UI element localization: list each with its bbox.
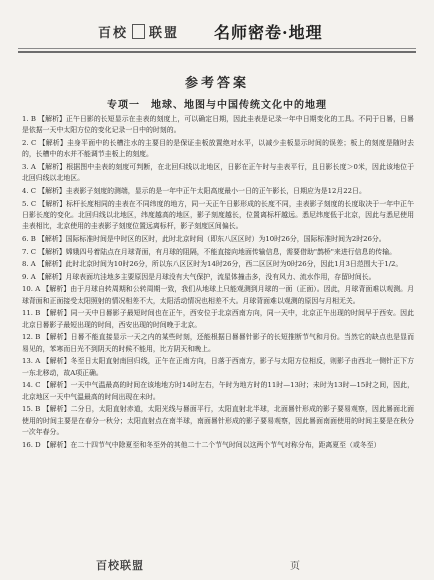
answer-item: 12. B 【解析】日晷不能直接显示一天之内的某些时刻，还能根据日晷晷针影子的长短推断节气和月份。当然它的缺点也是显而易见的，苯寒而日光不到阴天的时候不能用，比方阴天和晚上。: [22, 333, 414, 353]
answer-item: 3. A 【解析】根据图中圭表的刻度可判断，在北回归线以北地区，日影在正午时与圭表平行，且日影长度＞0米，因此该地位于北回归线以北地区。: [22, 163, 414, 183]
answer-item: 13. A 【解析】冬至日太阳直射南回归线，正午在正南方向，日落于西南方，影子与太阳方位相反，则影子由西北一侧针正下方一东北移动，故A项正确。: [22, 357, 414, 377]
answer-item: 9. A 【解析】月球表面坑洼地多主要原因是月球没有大气保护，流星体撞击多，没有风力、流水作用，存留时间长。: [22, 272, 376, 281]
answer-item: 4. C 【解析】圭表影子刻度的测端，显示的是一年中正午太阳高度最小一日的正午影长，日期应为是12月22日。: [22, 187, 366, 195]
answer-item: 11. B 【解析】同一天中日晷影子最短时间也在正午，西安位于北京西南方向，同一天中，北京正午出现的时间早于西安。因此北京日晷影子最短出现的时间，西安出现的时间晚于北京。: [22, 309, 414, 329]
answer-item: 10. A 【解析】由于月球自转周期和公转周期一致，我们从地球上只能观测到月球的一面（正面）。因此，月球背面难以观测。月球背面和正面接受太阳照射的情况相差不大，太阳活动情况也相差不大。月球背面难以观测的原因与月相无关。: [22, 285, 414, 305]
page-header: [0, 20, 434, 44]
answer-item: 8. A 【解析】此时北京时间为10时26分，所以东八区区时为14时26分，西二区区时为0时26分，因此1月3日范围大于1/2。: [22, 260, 403, 269]
brand-logo: [98, 22, 179, 41]
header-rule-thick: [18, 51, 416, 53]
brand-sub: 联盟: [149, 26, 180, 41]
header-rule: [18, 48, 416, 49]
answer-item: 6. B 【解析】国际标准时间是中时区的区时，此时北京时间（即东八区区时）为10时26分，国际标准时间为2时26分。: [22, 235, 386, 243]
answer-item: 15. B 【解析】二分日，太阳直射赤道，太阳光线与晷面平行，太阳直射北半球，北面晷针形成的影子要易观察，因此晷面北面使用的时间主要是在春分一秋分；太阳直射点在南半球，南面晷针形成的影子要易观察，因此晷面南面使用的时间主要是在秋分一次年春分。: [22, 405, 414, 437]
header-title: 名师密卷·地理: [214, 23, 323, 42]
answer-item: 14. C 【解析】一天中气温最高的时间在该地地方时14时左右，午时为地方时的11时—13时；未时为13时—15时之间，因此，北京地区一天中气温最高的时间出现在未时。: [22, 381, 414, 401]
footer-page-label: 页: [290, 561, 300, 572]
answer-item: 16. D 【解析】在二十四节气中除夏至和冬至外的其他二十二个节气时间以这两个节气对称分布，距离夏至（或冬至）: [22, 440, 381, 449]
footer-brand: 百校联盟: [96, 559, 144, 572]
answer-item: 2. C 【解析】圭身平面中的长槽注水的主要目的是保证圭板放置绝对水平，以减少圭板显示时间的误差；板上的刻度是随时去的，长槽中的水并不能调节圭板上的刻度。: [22, 139, 414, 159]
answer-item: 5. C 【解析】标杆长度相同的圭表在不同纬度的地方，同一天正午日影形成的长度不同，圭表影子刻度的长度取决于一年中正午日影长度的变化。北回归线以北地区，纬度越高的地区，影子刻度越长，位置离标杆越远。悉尼纬度低于北京，因此与悉尼使用圭表相比，北京使用的圭表影子刻度位置远离标杆，影子刻度区间偏长。: [22, 199, 414, 231]
brand-name: 百校: [98, 26, 129, 41]
answer-list: [22, 114, 414, 452]
seal-icon: [132, 24, 145, 39]
answer-item: 1. B 【解析】正午日影的长短显示在圭表的刻度上，可以确定日期，因此圭表是记录一年中日期变化的工具。不同于日晷，日晷是依据一天中太阳方位的变化记录一日中的时刻的。: [22, 115, 414, 135]
doc-title: 参考答案: [184, 76, 249, 91]
section-title: 专项一 地球、地图与中国传统文化中的地理: [107, 100, 327, 111]
answer-item: 7. C 【解析】嫦娥四号着陆点在月球背面，有月球的阻隔，不能直接向地面传输信息，需要借助"鹊桥"来进行信息的传输。: [22, 247, 396, 256]
